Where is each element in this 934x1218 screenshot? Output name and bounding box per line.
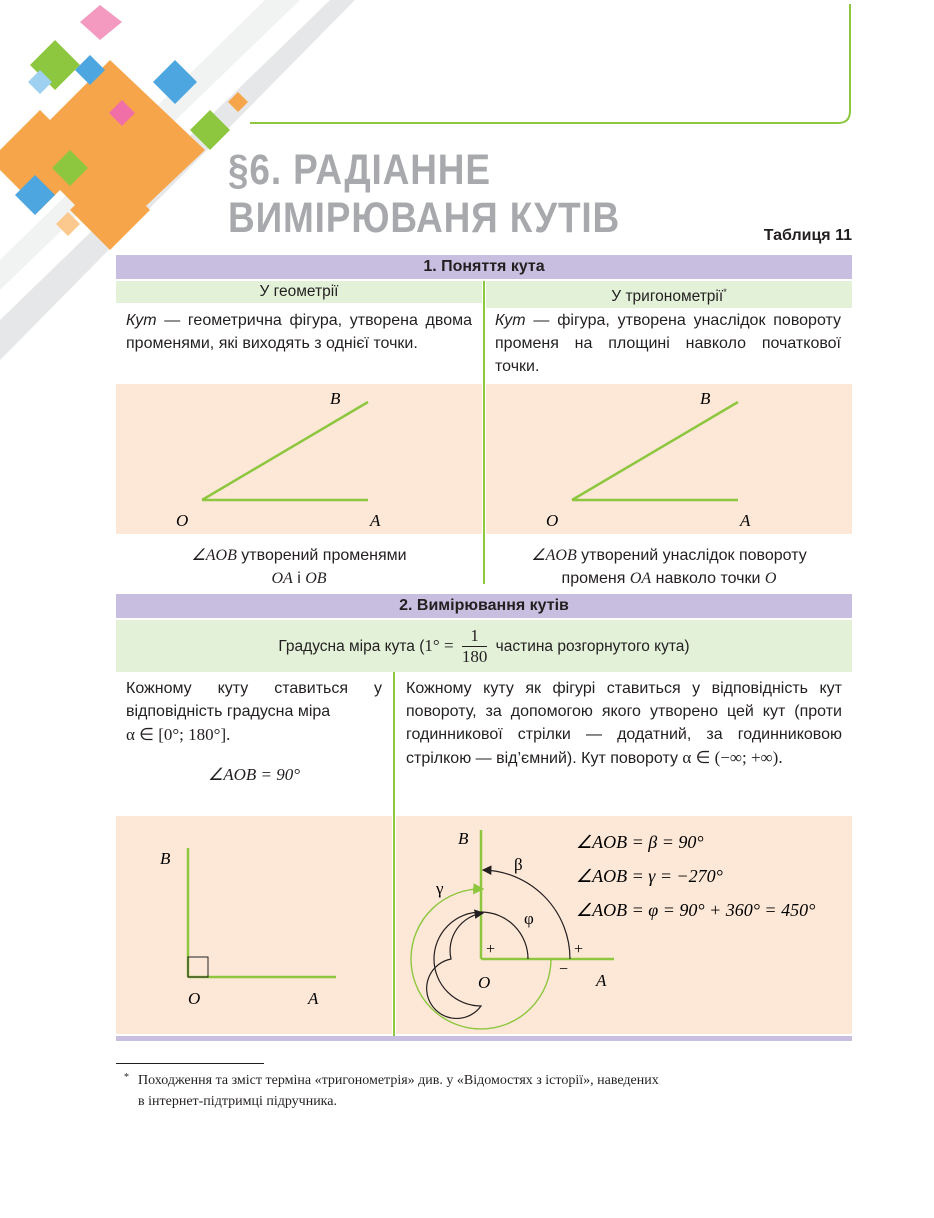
col-trig-label: У тригонометрії (611, 288, 724, 306)
label-o: O (478, 973, 491, 992)
trig-definition (495, 309, 841, 378)
caption-angle: ∠AOB (191, 547, 237, 564)
section1-header: 1. Поняття кута (116, 255, 852, 279)
table-label: Таблиця 11 (763, 227, 852, 244)
plus-inner: + (486, 941, 496, 958)
trig-def-text: — фігура, утворена унаслідок повороту променя на площині навколо початкової точки. (495, 312, 841, 375)
degree-definition (116, 620, 852, 672)
degree-text-a: Градусна міра кута ( (278, 638, 425, 655)
frac-num: 1 (462, 626, 488, 647)
minus-outer: − (559, 961, 569, 978)
phi-label: φ (524, 909, 534, 928)
plus-outer: + (574, 941, 584, 958)
geometry-range: α ∈ [0°; 180°]. (126, 725, 231, 744)
section2-header: 2. Вимірювання кутів (116, 594, 852, 618)
trig-measure-desc: Кожному куту як фігурі ставиться у відповідність кут повороту, за допомогою якого утворено цей кут (проти годинникової стрілки — додатний, за годинниковою стрілкою — від’ємний). Кут повороту (406, 680, 842, 767)
trig-range: α ∈ (−∞; +∞). (682, 748, 783, 767)
caption-oa: OA (629, 570, 652, 587)
degree-formula: 1° = (424, 636, 454, 655)
geometry-def-text: — геометрична фігура, утворена двома променями, які виходять з однієї точки. (126, 312, 472, 352)
right-angle-figure (116, 816, 392, 1034)
trig-term: Кут (495, 312, 526, 329)
caption-angle: ∠AOB (531, 547, 577, 564)
label-b: B (330, 389, 341, 408)
eq-gamma: ∠AOB = γ = −270° (576, 866, 723, 886)
label-b: B (160, 849, 171, 868)
degree-text-b: частина розгорнутого кута) (491, 638, 690, 655)
frac-den: 180 (461, 647, 488, 667)
geometry-eq (116, 763, 392, 787)
geometry-definition (126, 309, 472, 355)
col-geometry-header (116, 281, 482, 303)
right-angle-mark (188, 957, 208, 977)
section2-divider (393, 672, 395, 1036)
ray-ob (572, 402, 738, 500)
rotation-figure (396, 816, 852, 1034)
geometry-term: Кут (126, 312, 157, 329)
eq-phi: ∠AOB = φ = 90° + 360° = 450° (576, 900, 816, 920)
geometry-measure-text (126, 677, 382, 747)
caption-ob: OB (305, 570, 327, 587)
caption-oa: OA (271, 570, 293, 587)
eq-beta: ∠AOB = β = 90° (576, 832, 704, 852)
label-o: O (546, 511, 559, 530)
label-b: B (458, 829, 469, 848)
label-o: O (188, 989, 201, 1008)
label-b: B (700, 389, 711, 408)
label-a: A (308, 989, 319, 1008)
caption-text: утворений променями (236, 547, 407, 564)
beta-label: β (514, 855, 523, 874)
label-a: A (596, 971, 607, 990)
caption-text3: навколо точки (651, 570, 765, 587)
label-o: O (176, 511, 189, 530)
trig-measure-text (406, 677, 842, 770)
section1-divider (483, 281, 485, 584)
col-trig-header (486, 281, 852, 308)
caption-o: O (764, 570, 777, 587)
footnote-mark-bottom: * (124, 1072, 129, 1083)
footnote-rule (116, 1063, 264, 1064)
caption-and: і (292, 570, 306, 587)
footnote-mark: * (723, 287, 727, 297)
label-a: A (370, 511, 381, 530)
footnote-line2: в інтернет-підтримці підручника. (138, 1094, 337, 1109)
trig-angle-figure (486, 384, 852, 534)
fraction (462, 626, 488, 667)
caption-text2: променя (561, 570, 630, 587)
trig-caption (486, 544, 852, 590)
page-title-line2: ВИМІРЮВАНЯ КУТІВ (228, 194, 621, 242)
caption-text: утворений унаслідок повороту (576, 547, 807, 564)
geometry-measure-desc: Кожному куту ставиться у відповідність градусна міра (126, 680, 382, 720)
page-title-line1: §6. РАДІАННЕ (228, 146, 491, 194)
col-geometry-label: У геометрії (259, 283, 339, 300)
geometry-angle-figure (116, 384, 482, 534)
gamma-label: γ (436, 879, 444, 898)
phi-spiral (427, 912, 528, 1018)
label-a: A (740, 511, 751, 530)
footnote-line1: Походження та зміст терміна «тригонометрія» див. у «Відомостях з історії», наведених (138, 1073, 659, 1088)
ray-ob (202, 402, 368, 500)
table-bottom-rule (116, 1036, 852, 1041)
geometry-eq-text: ∠AOB = 90° (207, 765, 301, 784)
geometry-caption (116, 544, 482, 590)
